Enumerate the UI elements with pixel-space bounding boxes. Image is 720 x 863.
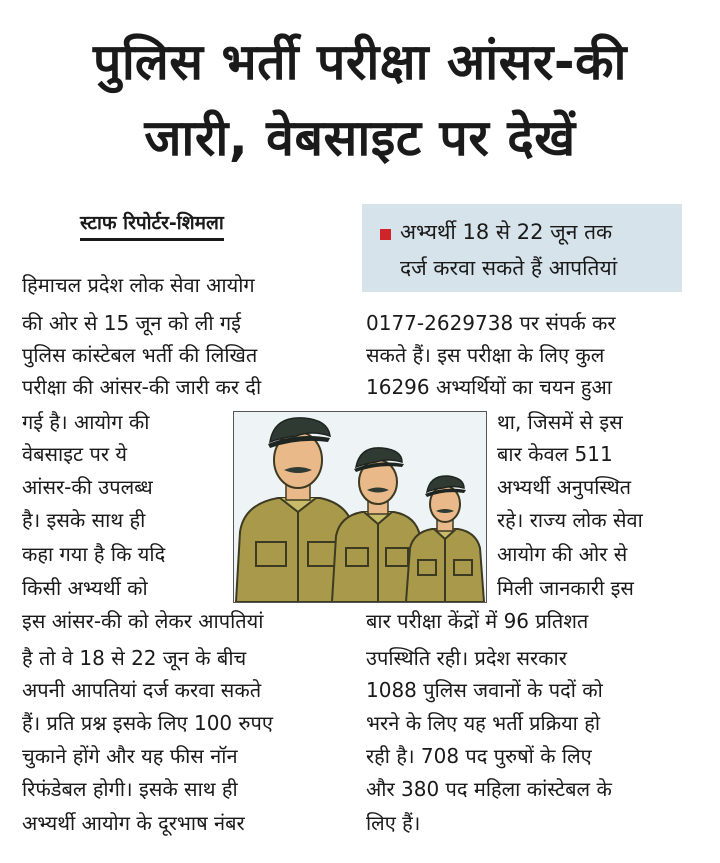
right-line: बार परीक्षा केंद्रों में 96 प्रतिशत xyxy=(366,609,589,633)
right-line: रहे। राज्य लोक सेवा xyxy=(497,508,643,532)
right-line: 0177-2629738 पर संपर्क कर xyxy=(366,311,616,335)
right-line: बार केवल 511 xyxy=(497,442,613,466)
left-line: हैं। प्रति प्रश्न इसके लिए 100 रुपए xyxy=(22,711,273,735)
left-line: इस आंसर-की को लेकर आपतियां xyxy=(22,609,264,633)
right-line: 16296 अभ्यर्थियों का चयन हुआ xyxy=(366,375,612,399)
right-line: उपस्थिति रही। प्रदेश सरकार xyxy=(366,646,567,670)
police-officers-icon xyxy=(234,412,486,602)
left-line: रिफंडेबल होगी। इसके साथ ही xyxy=(22,777,238,801)
left-line: वेबसाइट पर ये xyxy=(22,442,127,466)
left-line: अभ्यर्थी आयोग के दूरभाष नंबर xyxy=(22,811,245,835)
left-line: हिमाचल प्रदेश लोक सेवा आयोग xyxy=(22,273,255,297)
headline-line-1: पुलिस भर्ती परीक्षा आंसर-की xyxy=(93,33,627,91)
police-officers-illustration xyxy=(233,411,487,603)
right-line: मिली जानकारी इस xyxy=(497,576,634,600)
callout-line-2: दर्ज करवा सकते हैं आपतियां xyxy=(400,256,618,280)
left-line: है तो वे 18 से 22 जून के बीच xyxy=(22,646,247,670)
left-line: परीक्षा की आंसर-की जारी कर दी xyxy=(22,375,262,399)
left-line: किसी अभ्यर्थी को xyxy=(22,576,148,600)
right-line: रही है। 708 पद पुरुषों के लिए xyxy=(366,744,592,768)
right-line: और 380 पद महिला कांस्टेबल के xyxy=(366,777,612,801)
left-line: चुकाने होंगे और यह फीस नॉन xyxy=(22,744,238,768)
right-line: था, जिसमें से इस xyxy=(497,410,623,434)
right-line: भरने के लिए यह भर्ती प्रक्रिया हो xyxy=(366,711,601,735)
left-line: अपनी आपतियां दर्ज करवा सकते xyxy=(22,678,262,702)
callout-box xyxy=(362,204,682,292)
right-line: लिए हैं। xyxy=(366,811,421,835)
right-line: सकते हैं। इस परीक्षा के लिए कुल xyxy=(366,343,605,367)
left-line: गई है। आयोग की xyxy=(22,410,150,434)
left-line: कहा गया है कि यदि xyxy=(22,542,166,566)
left-line: की ओर से 15 जून को ली गई xyxy=(22,311,241,335)
right-line: अभ्यर्थी अनुपस्थित xyxy=(497,475,631,499)
bullet-square-icon xyxy=(380,229,391,240)
right-line: आयोग की ओर से xyxy=(497,542,628,566)
left-line: पुलिस कांस्टेबल भर्ती की लिखित xyxy=(22,343,258,367)
left-line: है। इसके साथ ही xyxy=(22,508,146,532)
callout-line-1: अभ्यर्थी 18 से 22 जून तक xyxy=(400,220,613,244)
headline-line-2: जारी, वेबसाइट पर देखें xyxy=(144,109,576,167)
byline: स्टाफ रिपोर्टर-शिमला xyxy=(80,209,224,241)
right-line: 1088 पुलिस जवानों के पदों को xyxy=(366,678,603,702)
left-line: आंसर-की उपलब्ध xyxy=(22,475,153,499)
